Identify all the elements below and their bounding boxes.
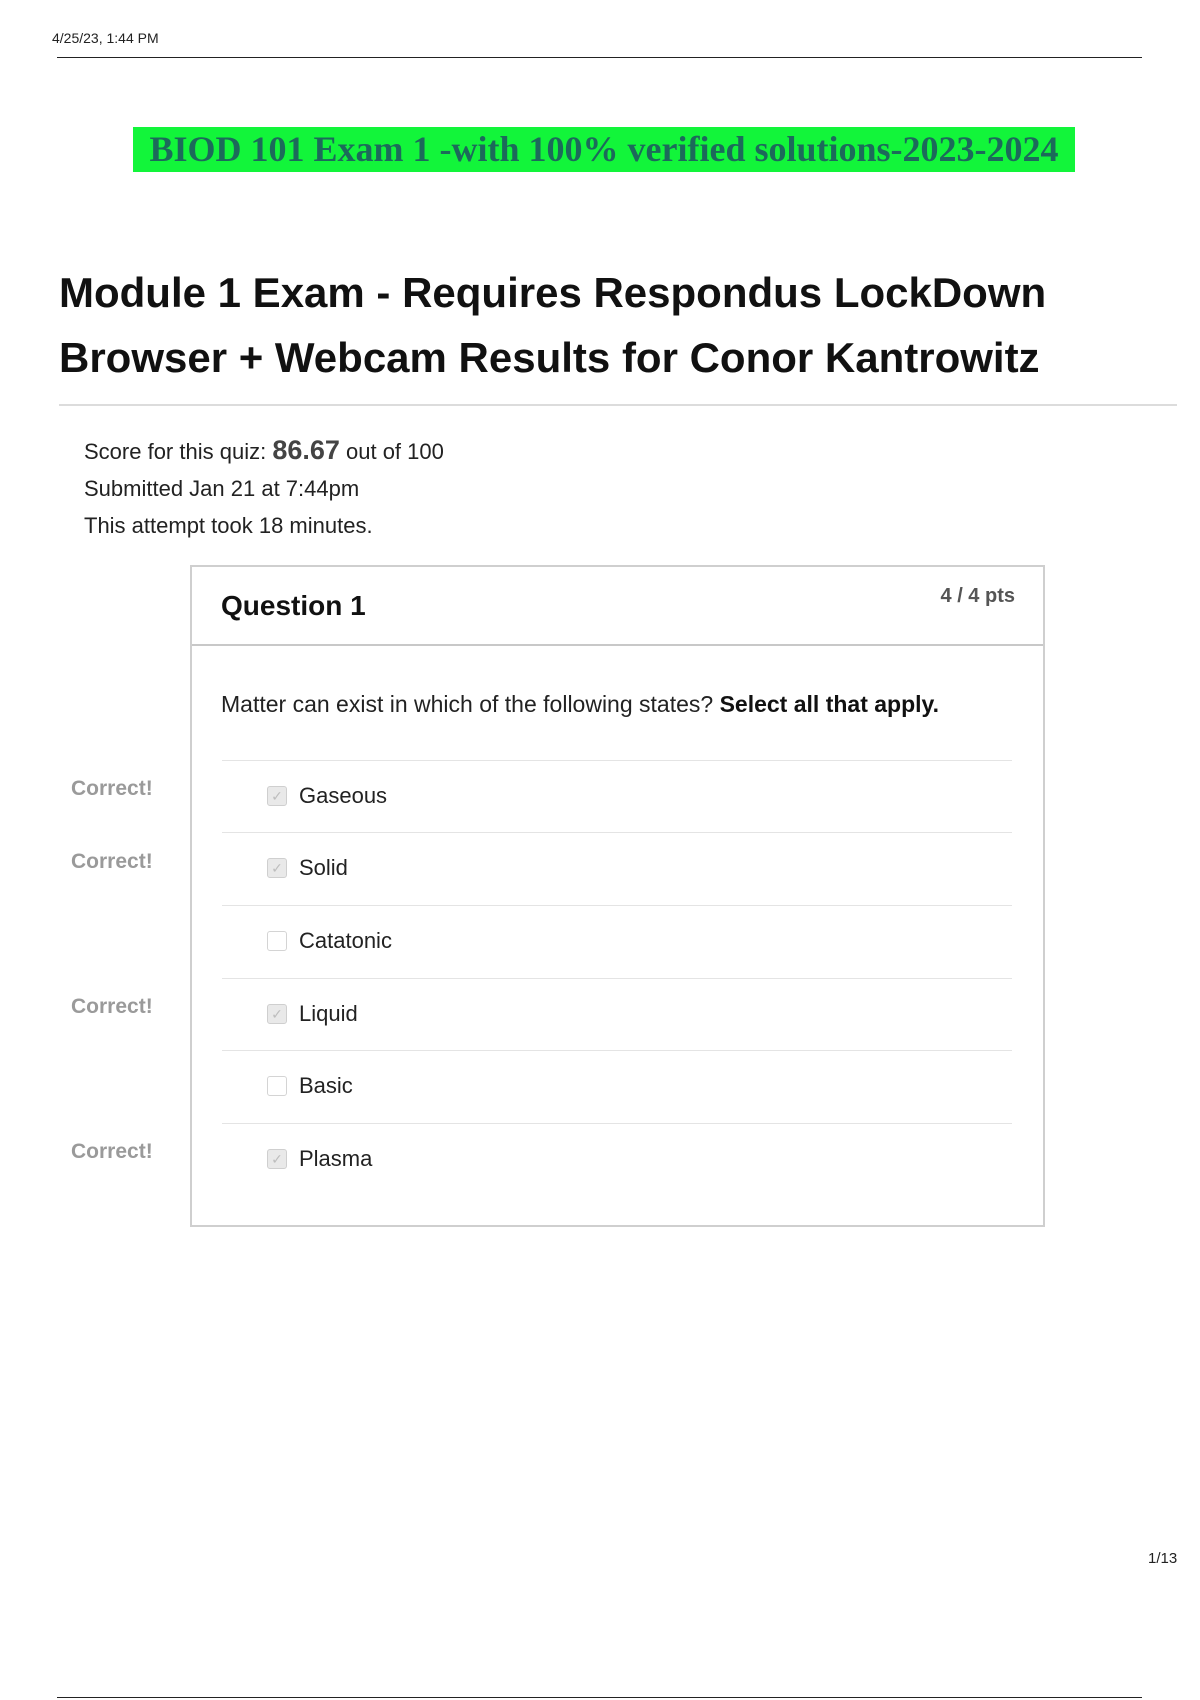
header-divider <box>57 57 1142 58</box>
correct-marker: Correct! <box>71 777 153 800</box>
question-title: Question 1 <box>221 590 366 621</box>
answer-option[interactable] <box>222 1123 1012 1195</box>
checkbox-unchecked-icon[interactable] <box>267 1076 287 1096</box>
score-line <box>84 432 444 470</box>
question-points: 4 / 4 pts <box>940 585 1015 607</box>
question-text <box>221 691 939 718</box>
answer-option[interactable] <box>222 832 1012 904</box>
score-prefix: Score for this quiz: <box>84 439 273 464</box>
answer-option[interactable] <box>222 978 1012 1050</box>
answer-label: Liquid <box>299 1001 358 1026</box>
highlighted-banner: BIOD 101 Exam 1 -with 100% verified solutions-2023-2024 <box>133 127 1075 172</box>
checkbox-checked-icon[interactable]: ✓ <box>267 858 287 878</box>
score-value: 86.67 <box>272 435 340 465</box>
checkbox-checked-icon[interactable]: ✓ <box>267 1149 287 1169</box>
answer-label: Gaseous <box>299 783 388 808</box>
answer-option[interactable] <box>222 1050 1012 1122</box>
footer-divider <box>57 1697 1142 1698</box>
answer-label: Catatonic <box>299 928 392 953</box>
page-number: 1/13 <box>1148 1550 1178 1567</box>
question-prompt: Matter can exist in which of the following states? <box>221 691 720 717</box>
question-card <box>190 565 1045 1227</box>
score-suffix: out of 100 <box>339 439 444 464</box>
print-datetime: 4/25/23, 1:44 PM <box>52 30 159 46</box>
quiz-summary <box>84 432 444 544</box>
answer-label: Plasma <box>299 1146 373 1171</box>
title-divider <box>59 404 1177 406</box>
page-title: Module 1 Exam - Requires Respondus LockDown Browser + Webcam Results for Conor Kantrowitz <box>59 269 1047 381</box>
question-header <box>192 567 1043 646</box>
answer-label: Solid <box>299 855 348 880</box>
checkbox-checked-icon[interactable]: ✓ <box>267 1004 287 1024</box>
correct-marker: Correct! <box>71 1140 153 1163</box>
question-instruction: Select all that apply. <box>719 691 939 717</box>
attempt-duration: This attempt took 18 minutes. <box>84 513 373 538</box>
checkbox-unchecked-icon[interactable] <box>267 931 287 951</box>
submitted-time: Submitted Jan 21 at 7:44pm <box>84 476 360 501</box>
correct-marker: Correct! <box>71 995 153 1018</box>
answer-option[interactable] <box>222 905 1012 977</box>
checkbox-checked-icon[interactable]: ✓ <box>267 786 287 806</box>
answer-option[interactable] <box>222 760 1012 832</box>
correct-marker: Correct! <box>71 850 153 873</box>
answer-label: Basic <box>299 1073 353 1098</box>
